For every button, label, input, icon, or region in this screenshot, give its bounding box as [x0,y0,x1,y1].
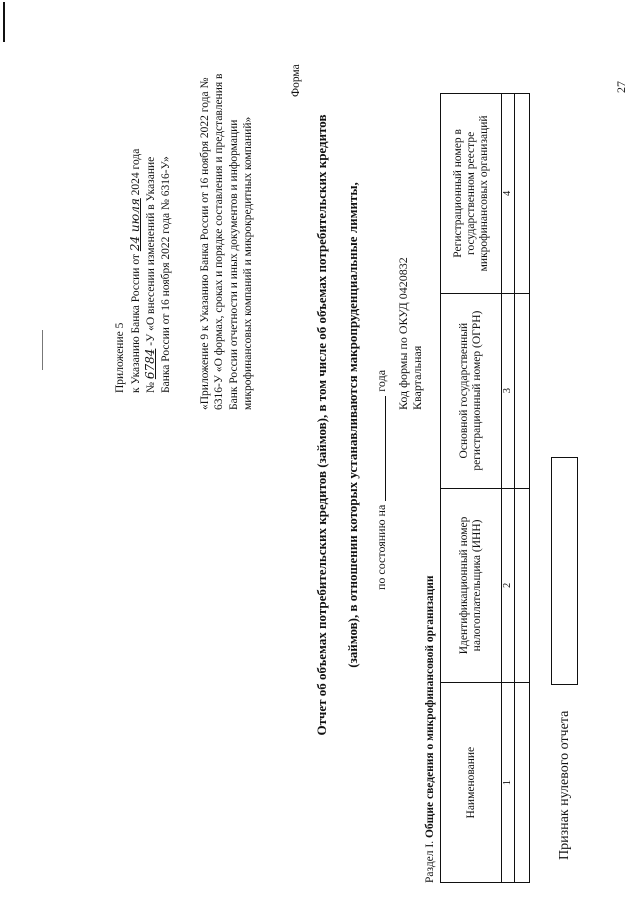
column-number-2: 2 [502,488,515,683]
form-label: Форма [290,64,302,97]
as-of-prefix: по состоянию на [374,504,388,590]
section-1-title: Общие сведения о микрофинансовой организации [424,575,436,839]
appendix-5-title: Приложение 5 [114,322,126,393]
header-ogrn: Основной государственный регистрационный номер (ОГРН) [441,293,502,488]
column-number-4: 4 [502,94,515,294]
table-number-row [502,94,515,883]
report-title [315,35,360,815]
general-info-table [440,93,530,883]
table-header-row [441,94,502,883]
decree-number-prefix: № [145,379,158,393]
nil-report-label: Признак нулевого отчета [557,710,572,860]
decree-date-prefix: к Указанию Банка России от [129,251,142,393]
handwritten-number: 6784 [143,348,158,380]
report-periodicity: Квартальная [410,345,424,410]
as-of-date-line [374,370,389,590]
date-blank-field[interactable] [374,396,386,501]
column-number-1: 1 [502,683,515,883]
appendix-5-number-line [143,57,159,393]
as-of-suffix: года [374,369,388,392]
okud-code: Код формы по ОКУД 0420832 [396,257,410,410]
appendix-5-header [113,57,173,393]
header-registry-number: Регистрационный номер в государственном реестре микрофинансовых организаций [441,94,502,294]
report-title-line-1: Отчет об объемах потребительских кредитов (займов), в том числе об объемах потребительских кредитов [314,114,329,736]
decree-date-suffix: 2024 года [129,148,142,199]
appendix-9-header: «Приложение 9 к Указанию Банка России от 16 ноября 2022 года № 6316-У «О формах, сроках и порядке составления и представления в Банк России отчетности и иных документов и информации микрофинансовых компаний и микрокредитных компаний» [199,73,254,410]
header-name: Наименование [441,683,502,883]
table-data-row [515,94,530,883]
cell-registry-number[interactable] [515,94,530,294]
appendix-5-reference-line: Банка России от 16 ноября 2022 года № 6316-У» [159,156,172,393]
appendix-5-decree-line [128,57,144,393]
cell-ogrn[interactable] [515,293,530,488]
page-number: 27 [614,81,628,93]
cell-inn[interactable] [515,488,530,683]
okud-block [396,257,424,410]
column-number-3: 3 [502,293,515,488]
header-inn: Идентификационный номер налогоплательщика (ИНН) [441,488,502,683]
section-1-label: Раздел I. [424,838,436,883]
cell-name[interactable] [515,683,530,883]
section-1-heading [424,575,436,883]
decree-number-suffix: -У «О внесении изменений в Указание [145,156,158,349]
report-title-line-2: (займов), в отношении которых устанавливаются макропруденциальные лимиты, [345,182,360,668]
nil-report-field[interactable] [551,457,578,685]
handwritten-date: 24 июля [127,198,142,252]
